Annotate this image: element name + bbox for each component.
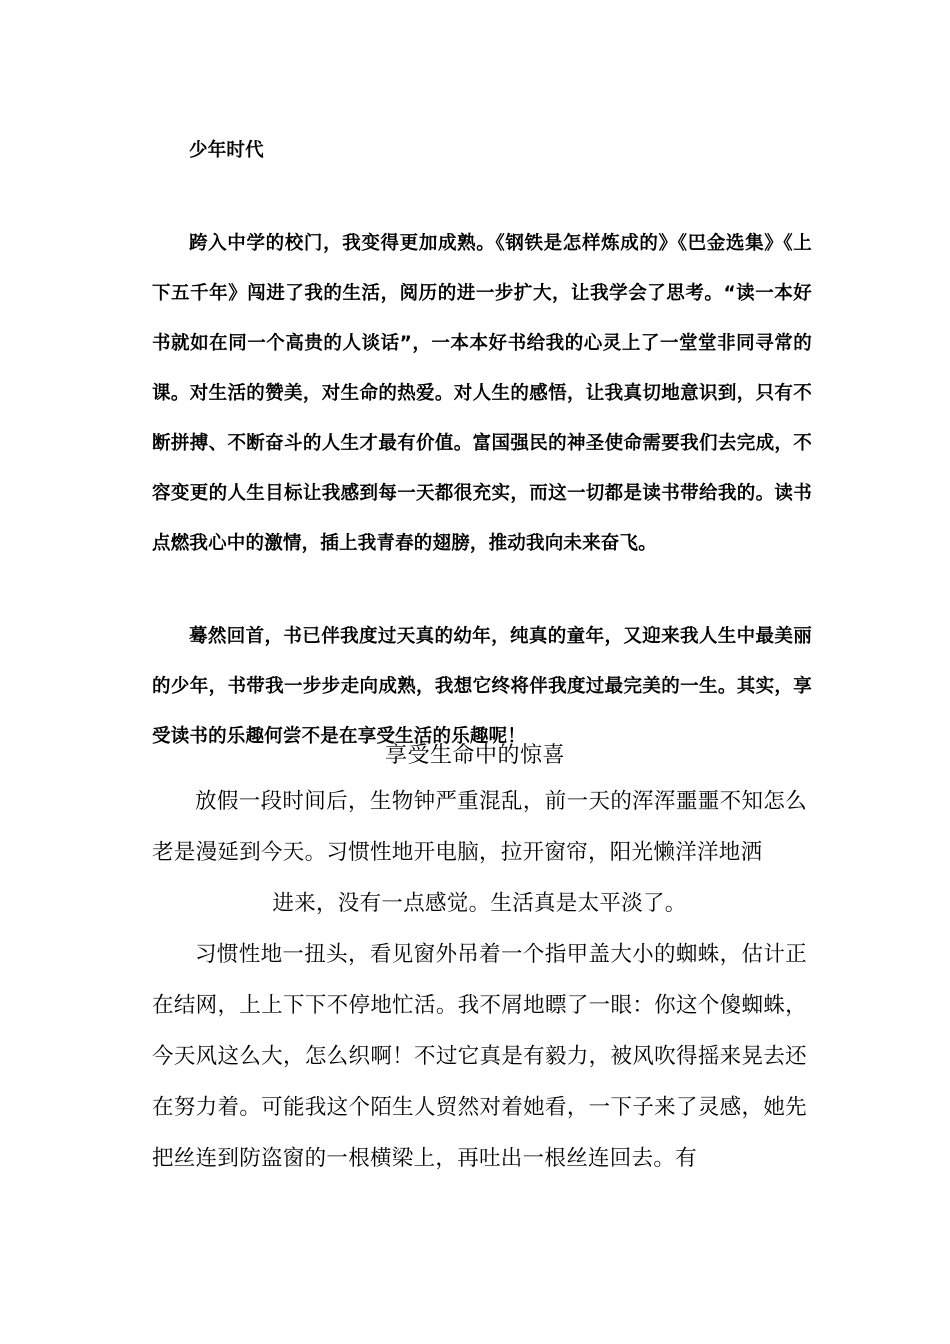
section-youth [152,126,812,762]
paragraph-youth-2: 蓦然回首，书已伴我度过天真的幼年，纯真的童年，又迎来我人生中最美丽的少年，书带我一步步走向成熟，我想它终将伴我度过最完美的一生。其实，享受读书的乐趣何尝不是在享受生活的乐趣呢！ [152,626,812,747]
paragraph-surprise-1a: 放假一段时间后，生物钟严重混乱，前一天的浑浑噩噩不知怎么老是漫延到今天。习惯性地开电脑，拉开窗帘，阳光懒洋洋地洒 [152,789,807,865]
paragraph-youth-1: 跨入中学的校门，我变得更加成熟。《钢铁是怎样炼成的》《巴金选集》《上下五千年》闯进了我的生活，阅历的进一步扩大，让我学会了思考。“读一本好书就如在同一个高贵的人谈话”，一本本好书给我的心灵上了一堂堂非同寻常的课。对生活的赞美，对生命的热爱。对人生的感悟，让我真切地意识到，只有不断拼搏、不断奋斗的人生才最有价值。富国强民的神圣使命需要我们去完成，不容变更的人生目标让我感到每一天都很充实，而这一切都是读书带给我的。读书点燃我心中的激情，插上我青春的翅膀，推动我向未来奋飞。 [152,233,812,554]
paragraph-surprise-1b: 进来，没有一点感觉。生活真是太平淡了。 [272,891,687,916]
section-title-youth: 少年时代 [189,140,264,161]
article-title: 享受生命中的惊喜 [384,743,565,768]
section-surprise [152,776,807,1184]
paragraph-surprise-2: 习惯性地一扭头，看见窗外吊着一个指甲盖大小的蜘蛛，估计正在结网，上上下下不停地忙活。我不屑地瞟了一眼：你这个傻蜘蛛，今天风这么大，怎么织啊！不过它真是有毅力，被风吹得摇来晃去还在努力着。可能我这个陌生人贸然对着她看，一下子来了灵感，她先把丝连到防盗窗的一根横梁上，再吐出一根丝连回去。有 [152,942,807,1171]
